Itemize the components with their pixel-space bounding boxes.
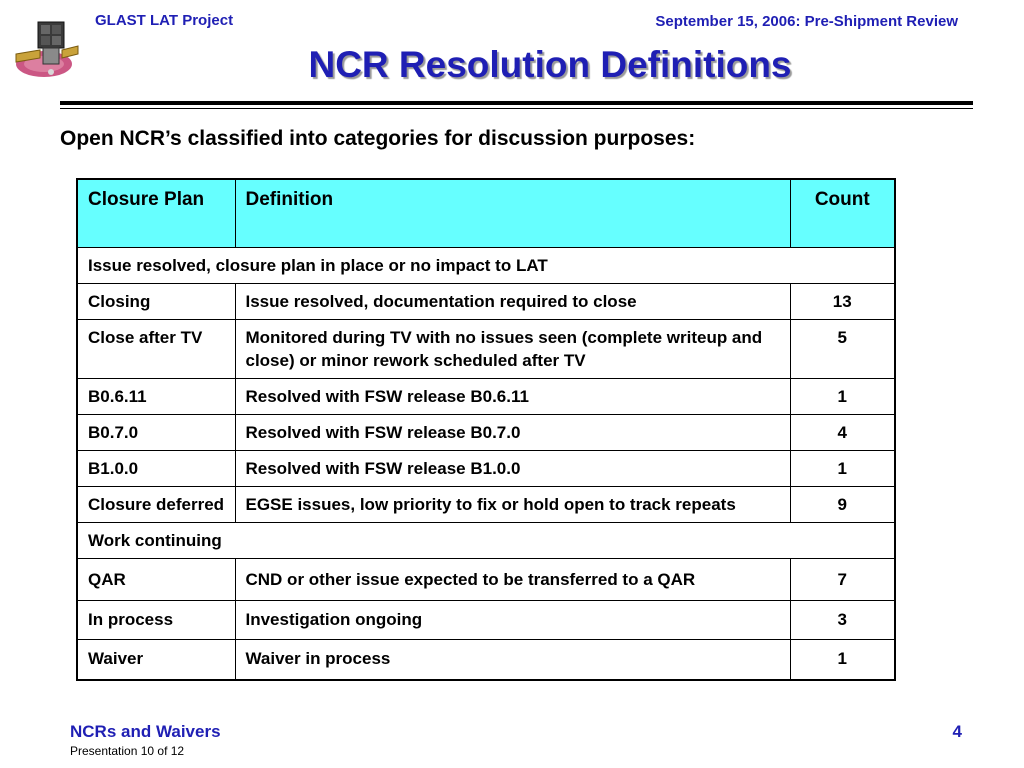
table-row [77,487,895,523]
section-label: Work continuing [77,523,895,559]
count-cell: 4 [790,415,895,451]
header-definition-label: Definition [245,189,334,210]
ncr-resolution-table [76,178,896,681]
footer-section-title: NCRs and Waivers [70,722,221,741]
count-cell: 13 [790,284,895,320]
count-cell: 9 [790,487,895,523]
closure-plan-cell: QAR [77,559,235,601]
definition-cell: EGSE issues, low priority to fix or hold open to track repeats [235,487,790,523]
page-title: NCR Resolution Definitions [308,44,792,85]
count-cell: 1 [790,451,895,487]
header-closure-plan [77,179,235,248]
count-cell: 3 [790,601,895,640]
page-number: 4 [952,722,962,741]
definition-cell: Resolved with FSW release B0.6.11 [235,379,790,415]
closure-plan-cell: Waiver [77,640,235,681]
table-row [77,451,895,487]
header-definition [235,179,790,248]
closure-plan-cell: Closure deferred [77,487,235,523]
header-count [790,179,895,248]
table-header-row [77,179,895,248]
definition-cell: Investigation ongoing [235,601,790,640]
definition-cell: Waiver in process [235,640,790,681]
definition-cell: Resolved with FSW release B1.0.0 [235,451,790,487]
section-label: Issue resolved, closure plan in place or no impact to LAT [77,248,895,284]
project-name: GLAST LAT Project [95,12,234,29]
header-count-label: Count [814,189,870,210]
definition-cell: Monitored during TV with no issues seen (complete writeup and close) or minor rework scheduled after TV [235,320,790,379]
table-row [77,379,895,415]
count-cell: 5 [790,320,895,379]
closure-plan-cell: B0.6.11 [77,379,235,415]
review-date: September 15, 2006: Pre-Shipment Review [655,13,958,30]
closure-plan-cell: B1.0.0 [77,451,235,487]
header-closure-plan-label: Closure Plan [88,189,205,210]
table-row [77,640,895,681]
count-cell: 1 [790,640,895,681]
count-cell: 7 [790,559,895,601]
table-row [77,320,895,379]
table-row [77,601,895,640]
footer-presentation-count: Presentation 10 of 12 [70,744,185,758]
closure-plan-cell: In process [77,601,235,640]
closure-plan-cell: Close after TV [77,320,235,379]
table-row [77,284,895,320]
title-divider-thin [60,108,973,109]
section-row [77,248,895,284]
table-row [77,559,895,601]
definition-cell: Issue resolved, documentation required to close [235,284,790,320]
definition-cell: CND or other issue expected to be transferred to a QAR [235,559,790,601]
count-cell: 1 [790,379,895,415]
closure-plan-cell: Closing [77,284,235,320]
definition-cell: Resolved with FSW release B0.7.0 [235,415,790,451]
closure-plan-cell: B0.7.0 [77,415,235,451]
table-row [77,415,895,451]
title-divider-thick [60,101,973,105]
subtitle: Open NCR’s classified into categories for discussion purposes: [60,127,696,150]
section-row [77,523,895,559]
